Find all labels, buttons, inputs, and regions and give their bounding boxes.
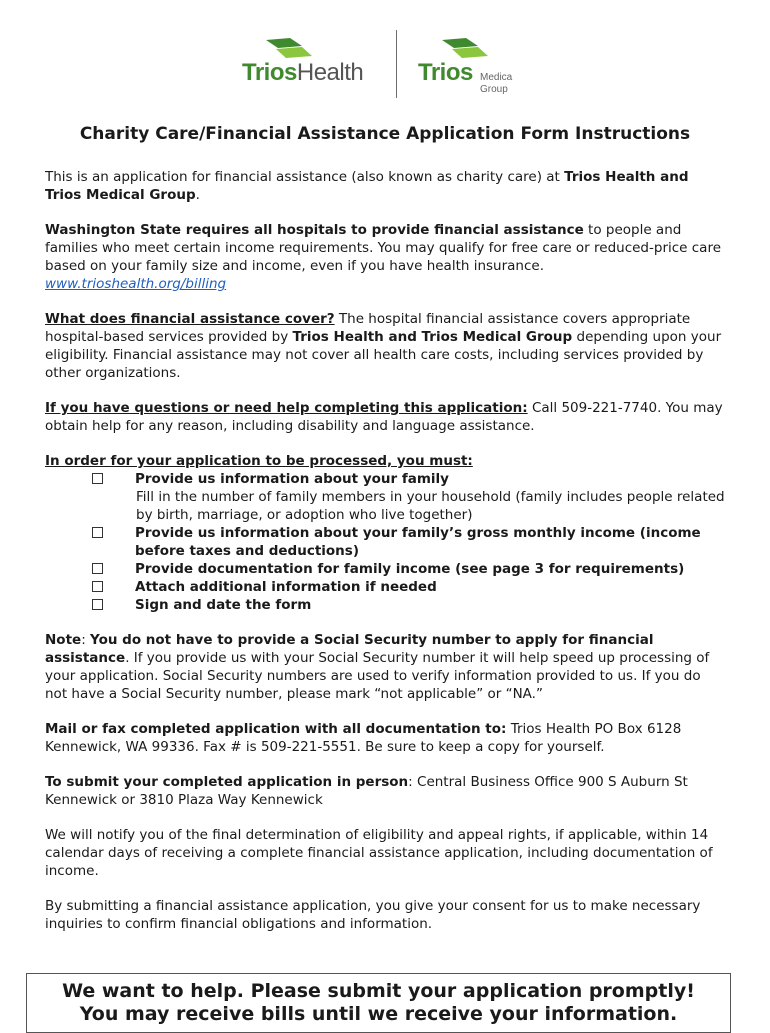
help-callout-box xyxy=(26,973,731,1033)
note-paragraph: Note: You do not have to provide a Social Security number to apply for financial assistance. If you provide us with your Social Security number it will help speed up processing of your application. Social Security numbers are used to verify information provided to us. If you do not have a Social Security number, please mark “not applicable” or “NA.” xyxy=(45,632,710,702)
logo-word: Trios xyxy=(418,59,473,86)
page-title: Charity Care/Financial Assistance Application Form Instructions xyxy=(79,124,691,144)
checklist-item: Provide us information about your family’s gross monthly income (income before taxes and deductions) xyxy=(45,524,725,560)
consent-paragraph: By submitting a financial assistance application, you give your consent for us to make necessary inquiries to confirm financial obligations and information. xyxy=(45,898,701,932)
questions-heading: If you have questions or need help completing this application: xyxy=(45,400,528,416)
notification-paragraph: We will notify you of the final determination of eligibility and appeal rights, if applicable, within 14 calendar days of receiving a complete financial assistance application, including documentation of income. xyxy=(45,827,713,879)
header-logos xyxy=(240,28,520,100)
logo-sub: Health xyxy=(296,59,364,86)
checkbox[interactable] xyxy=(92,581,103,592)
billing-link[interactable]: www.trioshealth.org/billing xyxy=(45,276,227,292)
logo-subtitle: Medica Group xyxy=(480,72,513,95)
checkbox[interactable] xyxy=(92,473,103,484)
callout-line-1: We want to help. Please submit your application promptly! xyxy=(62,980,695,1002)
logo-divider xyxy=(396,30,397,98)
leaf-icon xyxy=(262,38,314,60)
checkbox[interactable] xyxy=(92,563,103,574)
checkbox[interactable] xyxy=(92,527,103,538)
checkbox[interactable] xyxy=(92,599,103,610)
logo-word: Trios xyxy=(242,59,297,86)
trios-medical-group-logo xyxy=(416,28,520,98)
coverage-heading: What does financial assistance cover? xyxy=(45,311,335,327)
in-person-paragraph: To submit your completed application in person: Central Business Office 900 S Auburn St Kennewick or 3810 Plaza Way Kennewick xyxy=(45,774,688,808)
questions-paragraph: If you have questions or need help completing this application: Call 509-221-7740. You may obtain help for any reason, including disability and language assistance. xyxy=(45,400,723,434)
checklist-item: Provide documentation for family income (see page 3 for requirements) xyxy=(45,560,725,578)
mail-paragraph: Mail or fax completed application with all documentation to: Trios Health PO Box 6128 Kennewick, WA 99336. Fax # is 509-221-5551. Be sure to keep a copy for yourself. xyxy=(45,721,682,755)
instructions-body xyxy=(45,168,725,950)
checklist-item: Provide us information about your family xyxy=(45,470,725,488)
intro-paragraph: This is an application for financial assistance (also known as charity care) at Trios Health and Trios Medical Group. xyxy=(45,169,689,203)
checklist-item-detail: Fill in the number of family members in your household (family includes people related by birth, marriage, or adoption who live together) xyxy=(136,489,725,523)
requirements-heading: In order for your application to be processed, you must: xyxy=(45,453,473,469)
coverage-paragraph: What does financial assistance cover? The hospital financial assistance covers appropriate hospital-based services provided by Trios Health and Trios Medical Group depending upon your eligibility. Financial assistance may not cover all health care costs, including services provided by other organizations. xyxy=(45,311,722,381)
callout-line-2: You may receive bills until we receive your information. xyxy=(79,1003,678,1025)
checklist-item: Sign and date the form xyxy=(45,596,725,614)
checklist-item: Attach additional information if needed xyxy=(45,578,725,596)
trios-health-logo xyxy=(240,28,380,98)
washington-paragraph: Washington State requires all hospitals to provide financial assistance to people and families who meet certain income requirements. You may qualify for free care or reduced-price care based on your family size and income, even if you have health insurance. www.trioshealth.org/billing xyxy=(45,222,722,292)
requirements-section xyxy=(45,452,725,614)
leaf-icon xyxy=(438,38,490,60)
